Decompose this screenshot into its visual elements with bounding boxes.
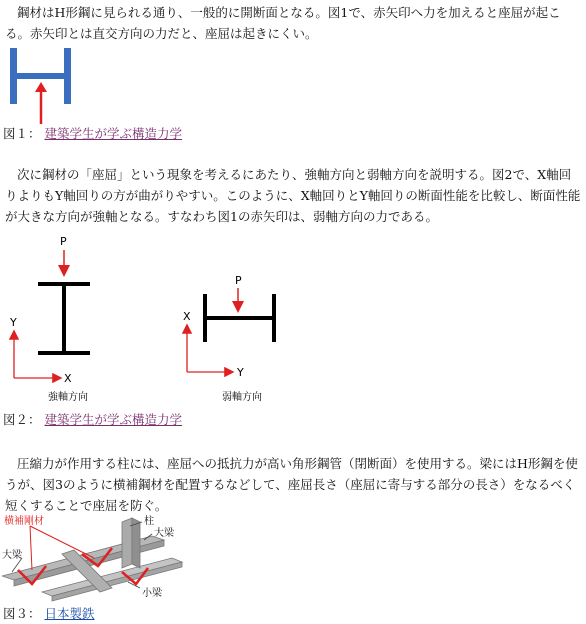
paragraph-1: 鋼材はH形鋼に見られる通り、一般的に開断面となる。図1で、赤矢印へ力を加えると座屈が起こる。赤矢印とは直交方向の力だと、座屈は起きにくい。 bbox=[5, 5, 561, 41]
leader-bracing-2 bbox=[30, 526, 94, 558]
figure-1-h-section bbox=[8, 46, 78, 124]
paragraph-3: 圧縮力が作用する柱には、座屈への抵抗力が高い角形鋼管（閉断面）を使用する。梁にはH形鋼を使うが、図3のように横補鋼材を配置するなどして、座屈長さ（座屈に寄与する部分の長さ）をなるべく短くすることで座屈を防ぐ。 bbox=[5, 456, 578, 513]
figure-1-caption-prefix: 図１： bbox=[3, 126, 41, 141]
label-small-beam: 小梁 bbox=[142, 588, 162, 599]
figure-3-source-link[interactable]: 日本製鉄 bbox=[44, 606, 95, 621]
figure-2-source-link[interactable]: 建築学生が学ぶ構造力学 bbox=[44, 412, 183, 427]
weak-web bbox=[203, 316, 276, 320]
label-column: 柱 bbox=[144, 516, 154, 527]
label-girder-left: 大梁 bbox=[2, 550, 22, 561]
figure-1-caption bbox=[3, 124, 182, 142]
weak-load-label: P bbox=[235, 274, 242, 287]
strong-axis-h-label: X bbox=[64, 372, 72, 385]
label-bracing: 横補剛材 bbox=[4, 516, 44, 527]
figure-3-caption-prefix: 図３： bbox=[3, 606, 41, 621]
strong-axis-caption: 強軸方向 bbox=[48, 392, 88, 403]
leader-bracing-1 bbox=[30, 526, 32, 570]
label-girder-right: 大梁 bbox=[154, 528, 174, 539]
figure-2-axis-diagram bbox=[0, 232, 300, 404]
strong-bottom-flange bbox=[38, 351, 90, 355]
h-web bbox=[10, 73, 71, 79]
weak-axis-caption: 弱軸方向 bbox=[222, 392, 262, 403]
strong-web bbox=[62, 282, 66, 354]
strong-axis-v-label: Y bbox=[10, 316, 17, 329]
figure-2-caption-prefix: 図２： bbox=[3, 412, 41, 427]
figure-1-source-link[interactable]: 建築学生が学ぶ構造力学 bbox=[44, 126, 183, 141]
strong-load-label: P bbox=[60, 235, 67, 248]
weak-axis-v-label: X bbox=[183, 310, 191, 323]
figure-2-caption bbox=[3, 410, 182, 428]
paragraph-2: 次に鋼材の「座屈」という現象を考えるにあたり、強軸方向と弱軸方向を説明する。図2で、X軸回りよりもY軸回りの方が曲がりやすい。このように、X軸回りとY軸回りの断面性能を比較し、断面性能が大きな方向が強軸となる。すなわち図1の赤矢印は、弱軸方向の力である。 bbox=[5, 167, 581, 224]
red-arrow-head bbox=[35, 82, 47, 92]
figure-3-bracing-diagram bbox=[2, 514, 192, 602]
figure-3-caption bbox=[3, 604, 95, 622]
weak-axis-h-label: Y bbox=[237, 366, 244, 379]
